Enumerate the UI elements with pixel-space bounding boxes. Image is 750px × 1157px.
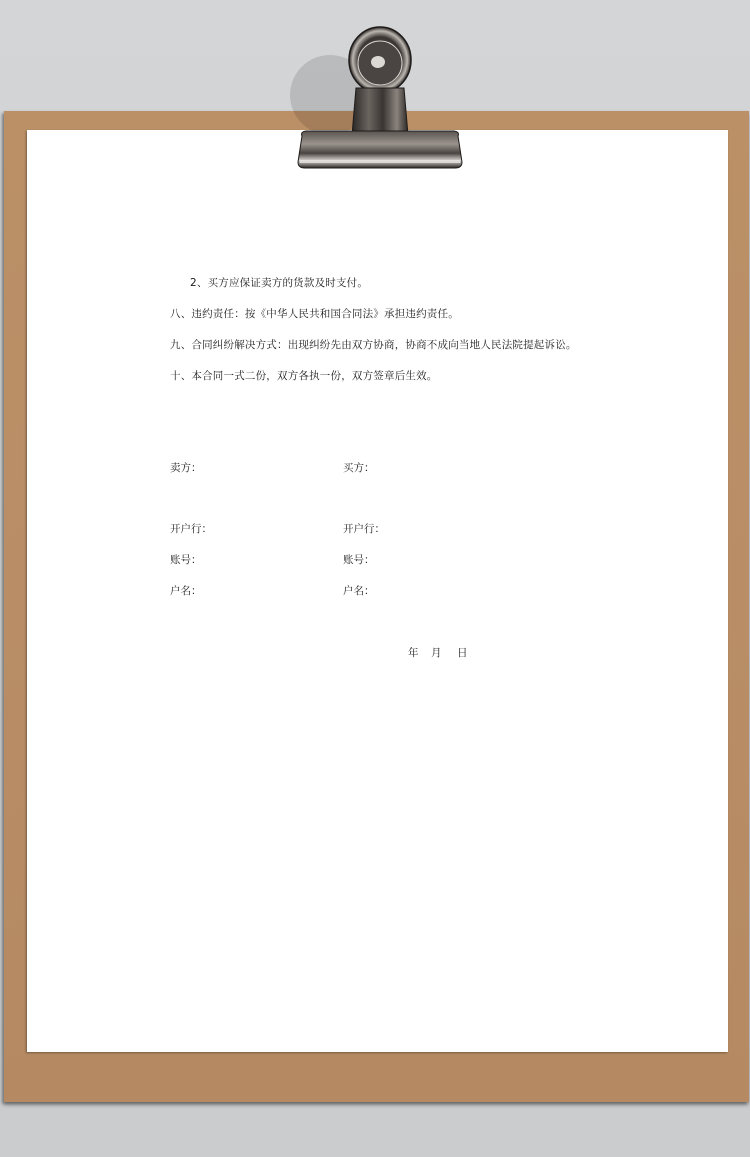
buyer-account-name-label: 户名： — [343, 585, 375, 597]
clause-copies-effect: 十、本合同一式二份，双方各执一份，双方签章后生效。 — [170, 370, 438, 382]
date-month-label: 月 — [431, 647, 442, 659]
clause-breach-liability: 八、违约责任：按《中华人民共和国合同法》承担违约责任。 — [170, 308, 459, 320]
seller-bank-label: 开户行： — [170, 523, 212, 535]
seller-account-label: 账号： — [170, 554, 202, 566]
document-page — [27, 130, 728, 1052]
buyer-account-label: 账号： — [343, 554, 375, 566]
buyer-bank-label: 开户行： — [343, 523, 385, 535]
seller-account-name-label: 户名： — [170, 585, 202, 597]
buyer-party-label: 买方： — [343, 462, 375, 474]
clause-dispute-resolution: 九、合同纠纷解决方式：出现纠纷先由双方协商，协商不成向当地人民法院提起诉讼。 — [170, 339, 577, 351]
date-year-label: 年 — [408, 647, 419, 659]
date-day-label: 日 — [457, 647, 468, 659]
clause-payment-guarantee: 2、买方应保证卖方的货款及时支付。 — [190, 277, 369, 289]
seller-party-label: 卖方： — [170, 462, 202, 474]
